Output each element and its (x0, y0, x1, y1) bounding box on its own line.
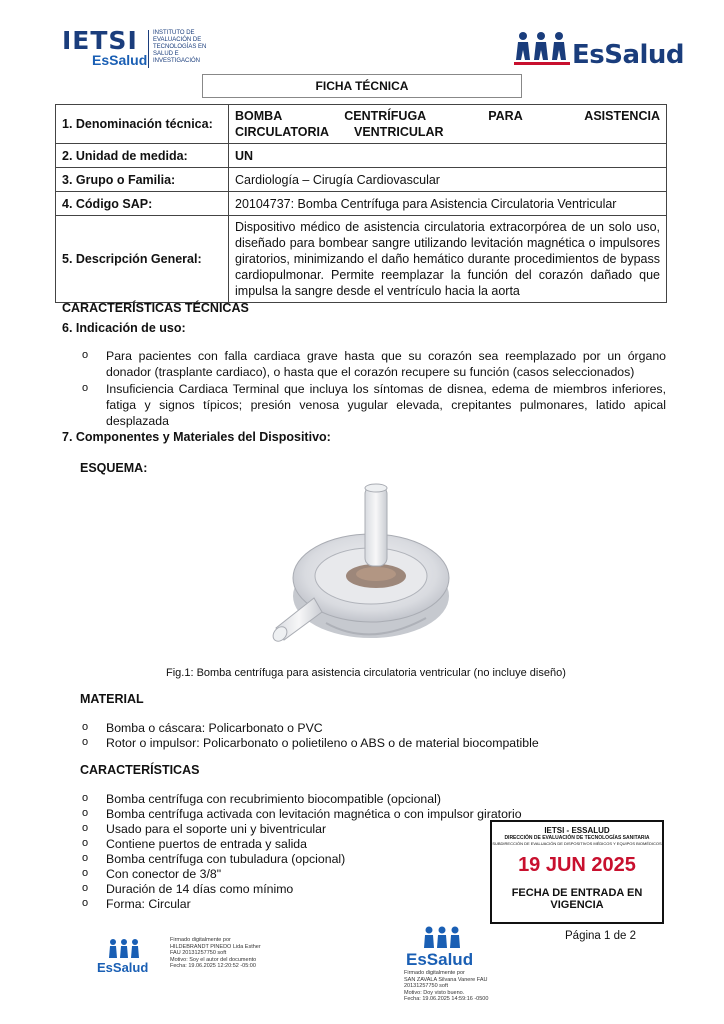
ietsi-institute-name: INSTITUTO DE EVALUACIÓN DE TECNOLOGÍAS EN SALUD E INVESTIGACIÓN (153, 30, 207, 64)
list-item: Forma: Circular (106, 897, 191, 911)
stamp-date: 19 JUN 2025 (518, 854, 636, 876)
bullet-marker: o (82, 382, 89, 394)
list-item: Bomba o cáscara: Policarbonato o PVC (106, 721, 323, 735)
list-item: Bomba centrífuga con recubrimiento biocompatible (opcional) (106, 792, 441, 806)
ietsi-logo-word: IETSI (62, 26, 138, 55)
bullet-marker: o (82, 822, 89, 834)
list-item: Bomba centrífuga con tubuladura (opcional) (106, 852, 346, 866)
row-value: UN (229, 144, 667, 168)
centrifugal-pump-image (266, 478, 456, 658)
bullet-marker: o (82, 349, 89, 361)
bullet-marker: o (82, 852, 89, 864)
list-item: Bomba centrífuga activada con levitación magnética o con impulsor giratorio (106, 807, 522, 821)
essalud-footer-logo-left: EsSalud (97, 960, 149, 975)
bullet-marker: o (82, 882, 89, 894)
list-item: Con conector de 3/8" (106, 867, 222, 881)
bullet-marker: o (82, 807, 89, 819)
row-label: 4. Código SAP: (56, 192, 229, 216)
section-heading-caracteristicas-tecnicas: CARACTERÍSTICAS TÉCNICAS (62, 301, 249, 315)
essalud-family-icon (514, 30, 570, 68)
section-heading-componentes: 7. Componentes y Materiales del Dispositivo: (62, 430, 331, 444)
stamp-subdirection: SUBDIRECCIÓN DE EVALUACIÓN DE DISPOSITIVOS MÉDICOS Y EQUIPOS BIOMÉDICOS (492, 841, 662, 846)
list-item: Contiene puertos de entrada y salida (106, 837, 307, 851)
essalud-family-icon-footer-left (107, 938, 141, 960)
essalud-logo-text: EsSalud (572, 40, 685, 70)
bullet-marker: o (82, 837, 89, 849)
stamp-org: IETSI - ESSALUD (544, 826, 610, 835)
bullet-marker: o (82, 867, 89, 879)
list-item: Insuficiencia Cardiaca Terminal que incluya los síntomas de disnea, edema de miembros inferiores, fatiga y signos típicos; presión venosa yugular elevada, crepitantes pulmonares, latido apical desplazada (106, 382, 666, 428)
table-row (56, 192, 667, 216)
essalud-family-icon-footer-center (422, 926, 462, 950)
subheading-esquema: ESQUEMA: (80, 461, 148, 475)
bullet-marker: o (82, 897, 89, 909)
bullet-marker: o (82, 721, 89, 733)
page-number: Página 1 de 2 (565, 930, 636, 942)
list-item: Usado para el soporte uni y biventricular (106, 822, 327, 836)
row-label: 3. Grupo o Familia: (56, 168, 229, 192)
ietsi-logo-subtitle: EsSalud (92, 52, 148, 68)
subheading-caracteristicas: CARACTERÍSTICAS (80, 763, 200, 777)
stamp-footer: FECHA DE ENTRADA EN VIGENCIA (511, 887, 643, 911)
table-row (56, 168, 667, 192)
table-row (56, 105, 667, 144)
digital-signature-center: Firmado digitalmente por SAN ZAVALA Silvana Vanere FAU 20131257750 soft Motivo: Doy visto bueno. Fecha: 19.06.2025 14:59:16 -0500 (404, 970, 489, 1002)
stamp-direction: DIRECCIÓN DE EVALUACIÓN DE TECNOLOGÍAS SANITARIA (504, 835, 650, 841)
row-value: 20104737: Bomba Centrífuga para Asistencia Circulatoria Ventricular (229, 192, 667, 216)
validity-stamp (490, 820, 664, 924)
row-label: 2. Unidad de medida: (56, 144, 229, 168)
table-row (56, 216, 667, 303)
bullet-marker: o (82, 792, 89, 804)
list-item: Para pacientes con falla cardiaca grave hasta que su corazón sea reemplazado por un órgano donador (trasplante cardiaco), o hasta que el corazón recupere su función (casos seleccionados) (106, 349, 666, 379)
figure-caption: Fig.1: Bomba centrífuga para asistencia circulatoria ventricular (no incluye diseño) (166, 667, 566, 679)
list-item: Rotor o impulsor: Policarbonato o polietileno o ABS o de material biocompatible (106, 736, 539, 750)
digital-signature-left: Firmado digitalmente por HILDEBRANDT PINEDO Lida Esther FAU 20131257750 soft Motivo: Soy el autor del documento Fecha: 19.06.2025 12:20:52 -05:00 (170, 937, 261, 969)
essalud-footer-logo-center: EsSalud (406, 950, 474, 969)
table-row (56, 144, 667, 168)
document-title: FICHA TÉCNICA (202, 74, 522, 98)
spec-table (55, 104, 667, 303)
ietsi-logo-divider (148, 30, 149, 68)
row-label: 1. Denominación técnica: (56, 105, 229, 144)
row-value: Cardiología – Cirugía Cardiovascular (229, 168, 667, 192)
section-heading-indicacion: 6. Indicación de uso: (62, 321, 186, 335)
list-item: Duración de 14 días como mínimo (106, 882, 294, 896)
bullet-marker: o (82, 736, 89, 748)
row-value: BOMBA CENTRÍFUGA PARA ASISTENCIA CIRCULATORIA VENTRICULAR (229, 105, 667, 144)
subheading-material: MATERIAL (80, 692, 144, 706)
row-value: Dispositivo médico de asistencia circulatoria extracorpórea de un solo uso, diseñado para bombear sangre utilizando levitación magnética o impulsores giratorios, minimizando el daño hemático durante procedimientos de bypass cardiopulmonar. Permite reemplazar la función del corazón dañado que impulsa la sangre desde el ventrículo hacia la aorta (229, 216, 667, 303)
row-label: 5. Descripción General: (56, 216, 229, 303)
